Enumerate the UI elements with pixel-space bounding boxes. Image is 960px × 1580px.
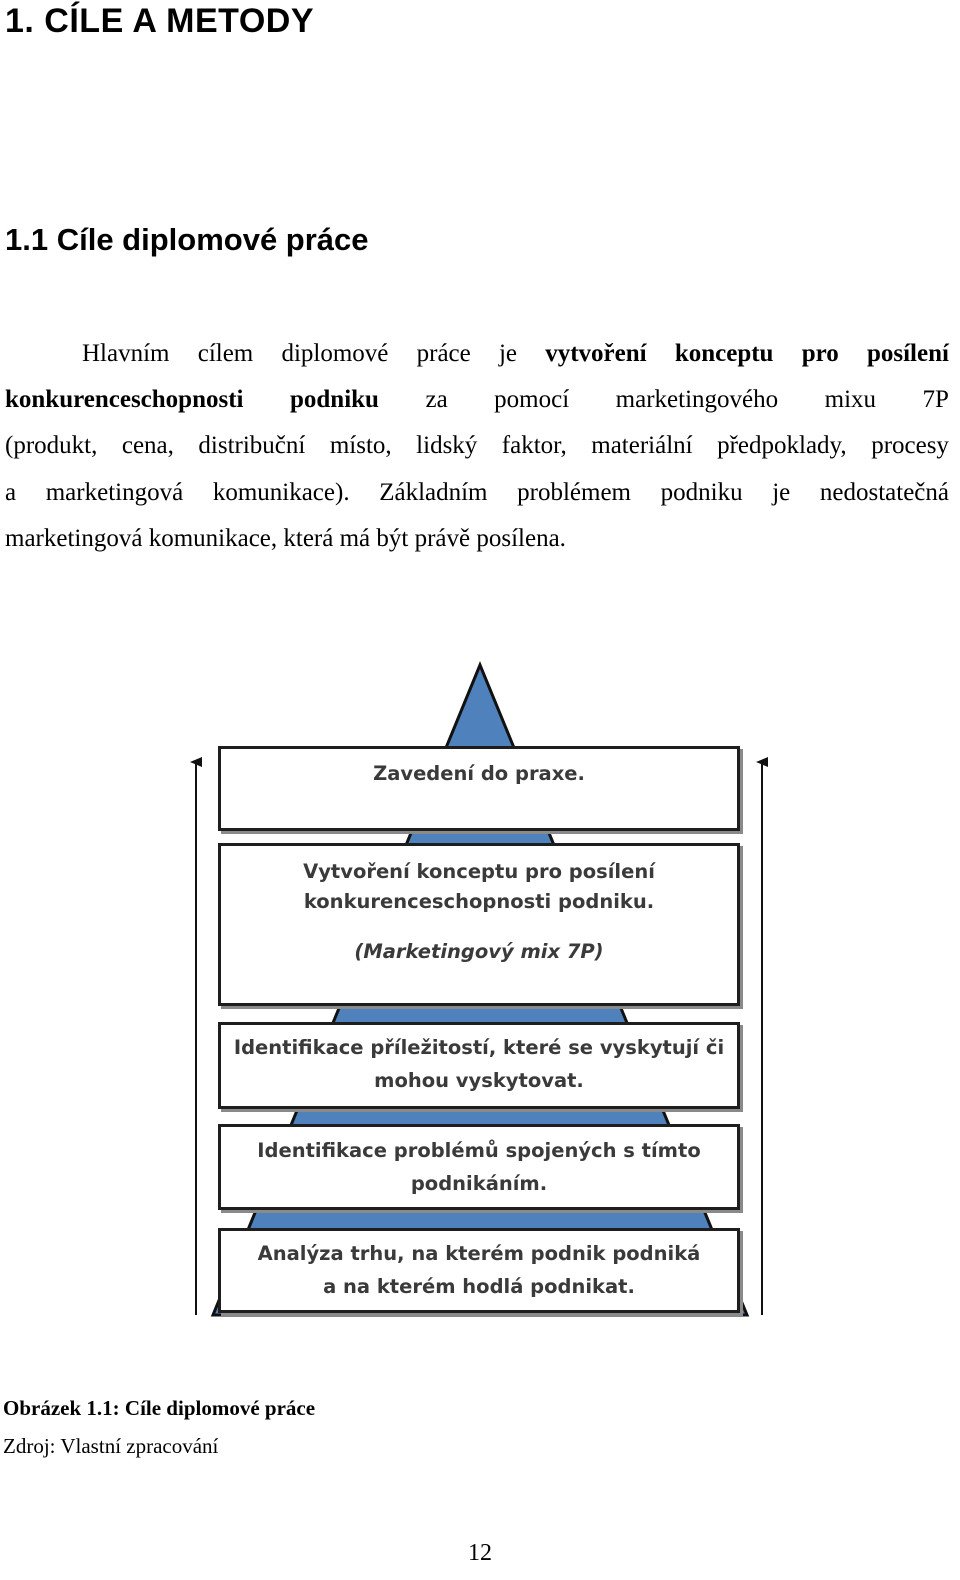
word: cílem	[197, 340, 254, 367]
paragraph-line-4	[5, 470, 949, 516]
level-market-analysis	[218, 1228, 740, 1313]
word: nedostatečná	[819, 478, 949, 506]
paragraph-line-5: marketingová komunikace, která má být právě posílena.	[5, 524, 566, 552]
word: Hlavním	[82, 340, 170, 367]
word: Základním	[379, 478, 488, 506]
word: je	[772, 478, 791, 506]
level-text: Vytvoření konceptu pro posílení	[303, 860, 655, 883]
level-note: (Marketingový mix 7P)	[354, 940, 604, 963]
word: marketingového	[615, 386, 779, 414]
bold-word: konkurenceschopnosti	[5, 386, 244, 414]
word: materiální	[591, 432, 693, 460]
level-text: Identifikace příležitostí, které se vyskytují či	[233, 1036, 725, 1059]
word: faktor,	[501, 432, 567, 460]
level-text: Identifikace problémů spojených s tímto	[257, 1139, 701, 1162]
word: předpoklady,	[717, 432, 847, 460]
level-problems	[218, 1124, 740, 1210]
word: práce	[416, 340, 471, 367]
word: mixu	[824, 386, 877, 414]
word: procesy	[871, 432, 949, 460]
word: marketingová	[45, 478, 184, 506]
section-heading: 1.1 Cíle diplomové práce	[5, 222, 369, 257]
word: lidský	[416, 432, 478, 460]
level-concept	[218, 843, 740, 1006]
word: komunikace).	[212, 478, 350, 506]
level-text: podnikáním.	[410, 1172, 548, 1195]
page-number: 12	[468, 1540, 492, 1566]
chapter-heading: 1. CÍLE A METODY	[5, 2, 315, 40]
word: pomocí	[494, 386, 570, 414]
bold-word: podniku	[290, 386, 379, 414]
word: místo,	[329, 432, 392, 460]
bold-word: posílení	[866, 340, 949, 367]
word: 7P	[922, 386, 949, 414]
word: podniku	[660, 478, 743, 506]
level-text: Analýza trhu, na kterém podnik podniká	[257, 1242, 701, 1265]
word: distribuční	[198, 432, 306, 460]
goals-pyramid-diagram	[0, 650, 960, 1330]
word: problémem	[517, 478, 631, 506]
level-text: konkurenceschopnosti podniku.	[303, 890, 655, 913]
bold-word: pro	[801, 340, 839, 367]
paragraph-line-2	[5, 377, 949, 423]
level-opportunities	[218, 1022, 740, 1109]
word: za	[425, 386, 448, 414]
level-text: a na kterém hodlá podnikat.	[323, 1275, 635, 1298]
bold-word: vytvoření	[545, 340, 647, 367]
figure-caption: Obrázek 1.1: Cíle diplomové práce	[3, 1396, 316, 1420]
word: je	[498, 340, 518, 367]
word: cena,	[121, 432, 174, 460]
word: diplomové	[281, 340, 389, 367]
level-implementation	[218, 746, 740, 831]
word: a	[5, 478, 17, 506]
bold-word: konceptu	[674, 340, 774, 367]
paragraph-line-3	[5, 423, 949, 469]
figure-source: Zdroj: Vlastní zpracování	[3, 1434, 219, 1458]
word: (produkt,	[5, 432, 98, 460]
level-text: Zavedení do praxe.	[373, 762, 585, 785]
body-paragraph	[5, 331, 949, 562]
level-text: mohou vyskytovat.	[374, 1069, 584, 1092]
paragraph-line-1	[5, 331, 949, 377]
